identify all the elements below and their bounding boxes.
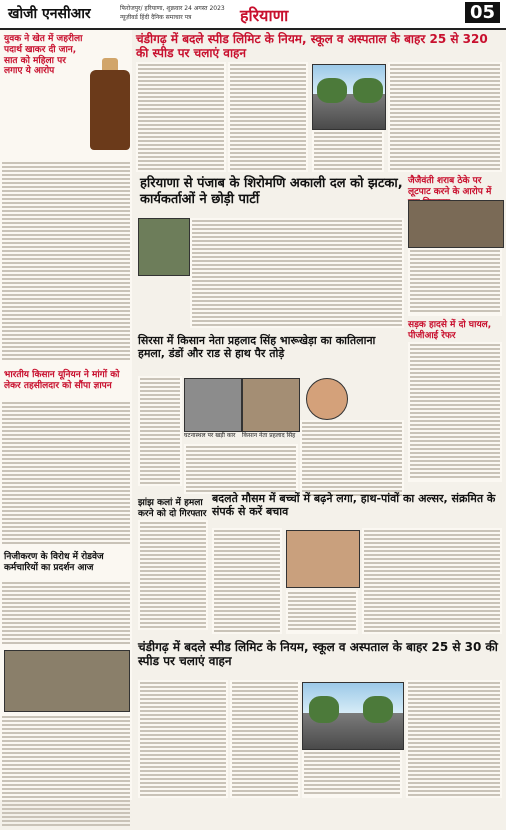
sirsa-body-2: [300, 420, 404, 500]
jhanjh-kalan-headline: झांझ कलां में हमला करने को दो गिरफ्तार: [138, 498, 207, 519]
speed-sign-photo-bottom: [302, 682, 404, 750]
road-accident-headline: सड़क हादसे में दो घायल, पीजीआई रेफर: [408, 320, 492, 341]
sirsa-car-photo: [184, 378, 242, 432]
page-number: 05: [465, 2, 500, 23]
left-headline-1: युवक ने खेत में जहरीला पदार्थ खाकर दी जान, सात को महिला पर लगाए ये आरोप: [4, 34, 83, 77]
akali-dal-photo: [138, 218, 190, 276]
main-top-body-2: [228, 62, 308, 172]
weather-body-1: [212, 528, 282, 634]
left-column: [0, 30, 132, 800]
left-headline-3: निजीकरण के विरोध में रोडवेज कर्मचारियों का प्रदर्शन आज: [4, 552, 104, 573]
sirsa-photo-caption-1: घटनास्थल पर खड़ी कार: [184, 432, 236, 439]
weather-body-3: [362, 528, 502, 634]
newspaper-logo: खोजी एनसीआर: [8, 6, 91, 22]
left-headline-2: भारतीय किसान यूनियन ने मांगों को लेकर तहसीलदार को सौंपा ज्ञापन: [4, 370, 120, 391]
left-article-3-body: [0, 580, 132, 650]
jhanjh-kalan-body: [138, 520, 208, 630]
sirsa-body-1: [138, 376, 182, 486]
weather-body-2: [286, 590, 358, 634]
left-article-2-body: [0, 400, 132, 550]
section-title: हरियाणा: [240, 6, 289, 25]
farmer-leader-portrait: [306, 378, 348, 420]
left-crowd-photo: [4, 650, 130, 712]
main-top-headline: चंडीगढ़ में बदले स्पीड लिमिट के नियम, स्कूल व अस्पताल के बाहर 25 से 320 की स्पीड पर चलाएं वाहन: [136, 32, 488, 61]
liquor-robbery-photo: [408, 200, 504, 248]
bottom-body-3: [302, 750, 402, 798]
left-article-4-body: [0, 714, 132, 830]
left-article-1-body: [0, 160, 132, 370]
akali-dal-headline: हरियाणा से पंजाब के शिरोमणि अकाली दल को झटका, कार्यकर्ताओं ने छोड़ी पार्टी: [140, 176, 403, 207]
weather-headline: बदलते मौसम में बच्चों में बढ़ने लगा, हाथ-पांवों का अल्सर, संक्रमित के संपर्क से करें बचाव: [212, 492, 496, 519]
sirsa-body-3: [184, 444, 298, 494]
road-accident-body: [408, 342, 502, 482]
date-line-sub: न्यूज़ीवर्ड हिंदी दैनिक समाचार पत्र: [120, 14, 192, 21]
speed-sign-photo-top: [312, 64, 386, 130]
sirsa-injured-photo: [242, 378, 300, 432]
akali-dal-body: [190, 218, 404, 328]
weather-child-photo: [286, 530, 360, 588]
bottom-headline: चंडीगढ़ में बदले स्पीड लिमिट के नियम, स्कूल व अस्पताल के बाहर 25 से 30 की स्पीड पर चलाएं वाहन: [138, 640, 498, 669]
bottle-image: [90, 70, 130, 150]
date-line-main: फिरोजपुर/ हरियाणा, शुक्रवार 24 अगस्त 2023: [120, 5, 225, 12]
main-top-body-3: [312, 130, 384, 172]
liquor-robbery-headline: जैजैवंती शराब ठेके पर लूटपाट करने के आरोप में: [408, 176, 492, 197]
bottom-body-2: [230, 680, 300, 798]
main-top-body-4: [388, 62, 502, 172]
sirsa-photo-caption-2: किसान नेता प्रहलाद सिंह: [242, 432, 296, 439]
bottom-body-1: [138, 680, 228, 798]
masthead: [0, 0, 506, 30]
main-top-body-1: [136, 62, 226, 172]
sirsa-attack-headline: सिरसा में किसान नेता प्रहलाद सिंह भारूखेड़ा का कातिलाना हमला, डंडों और राड से हाथ पैर तोड़े: [138, 334, 376, 361]
bottom-body-4: [406, 680, 502, 798]
liquor-robbery-body: [408, 248, 502, 316]
